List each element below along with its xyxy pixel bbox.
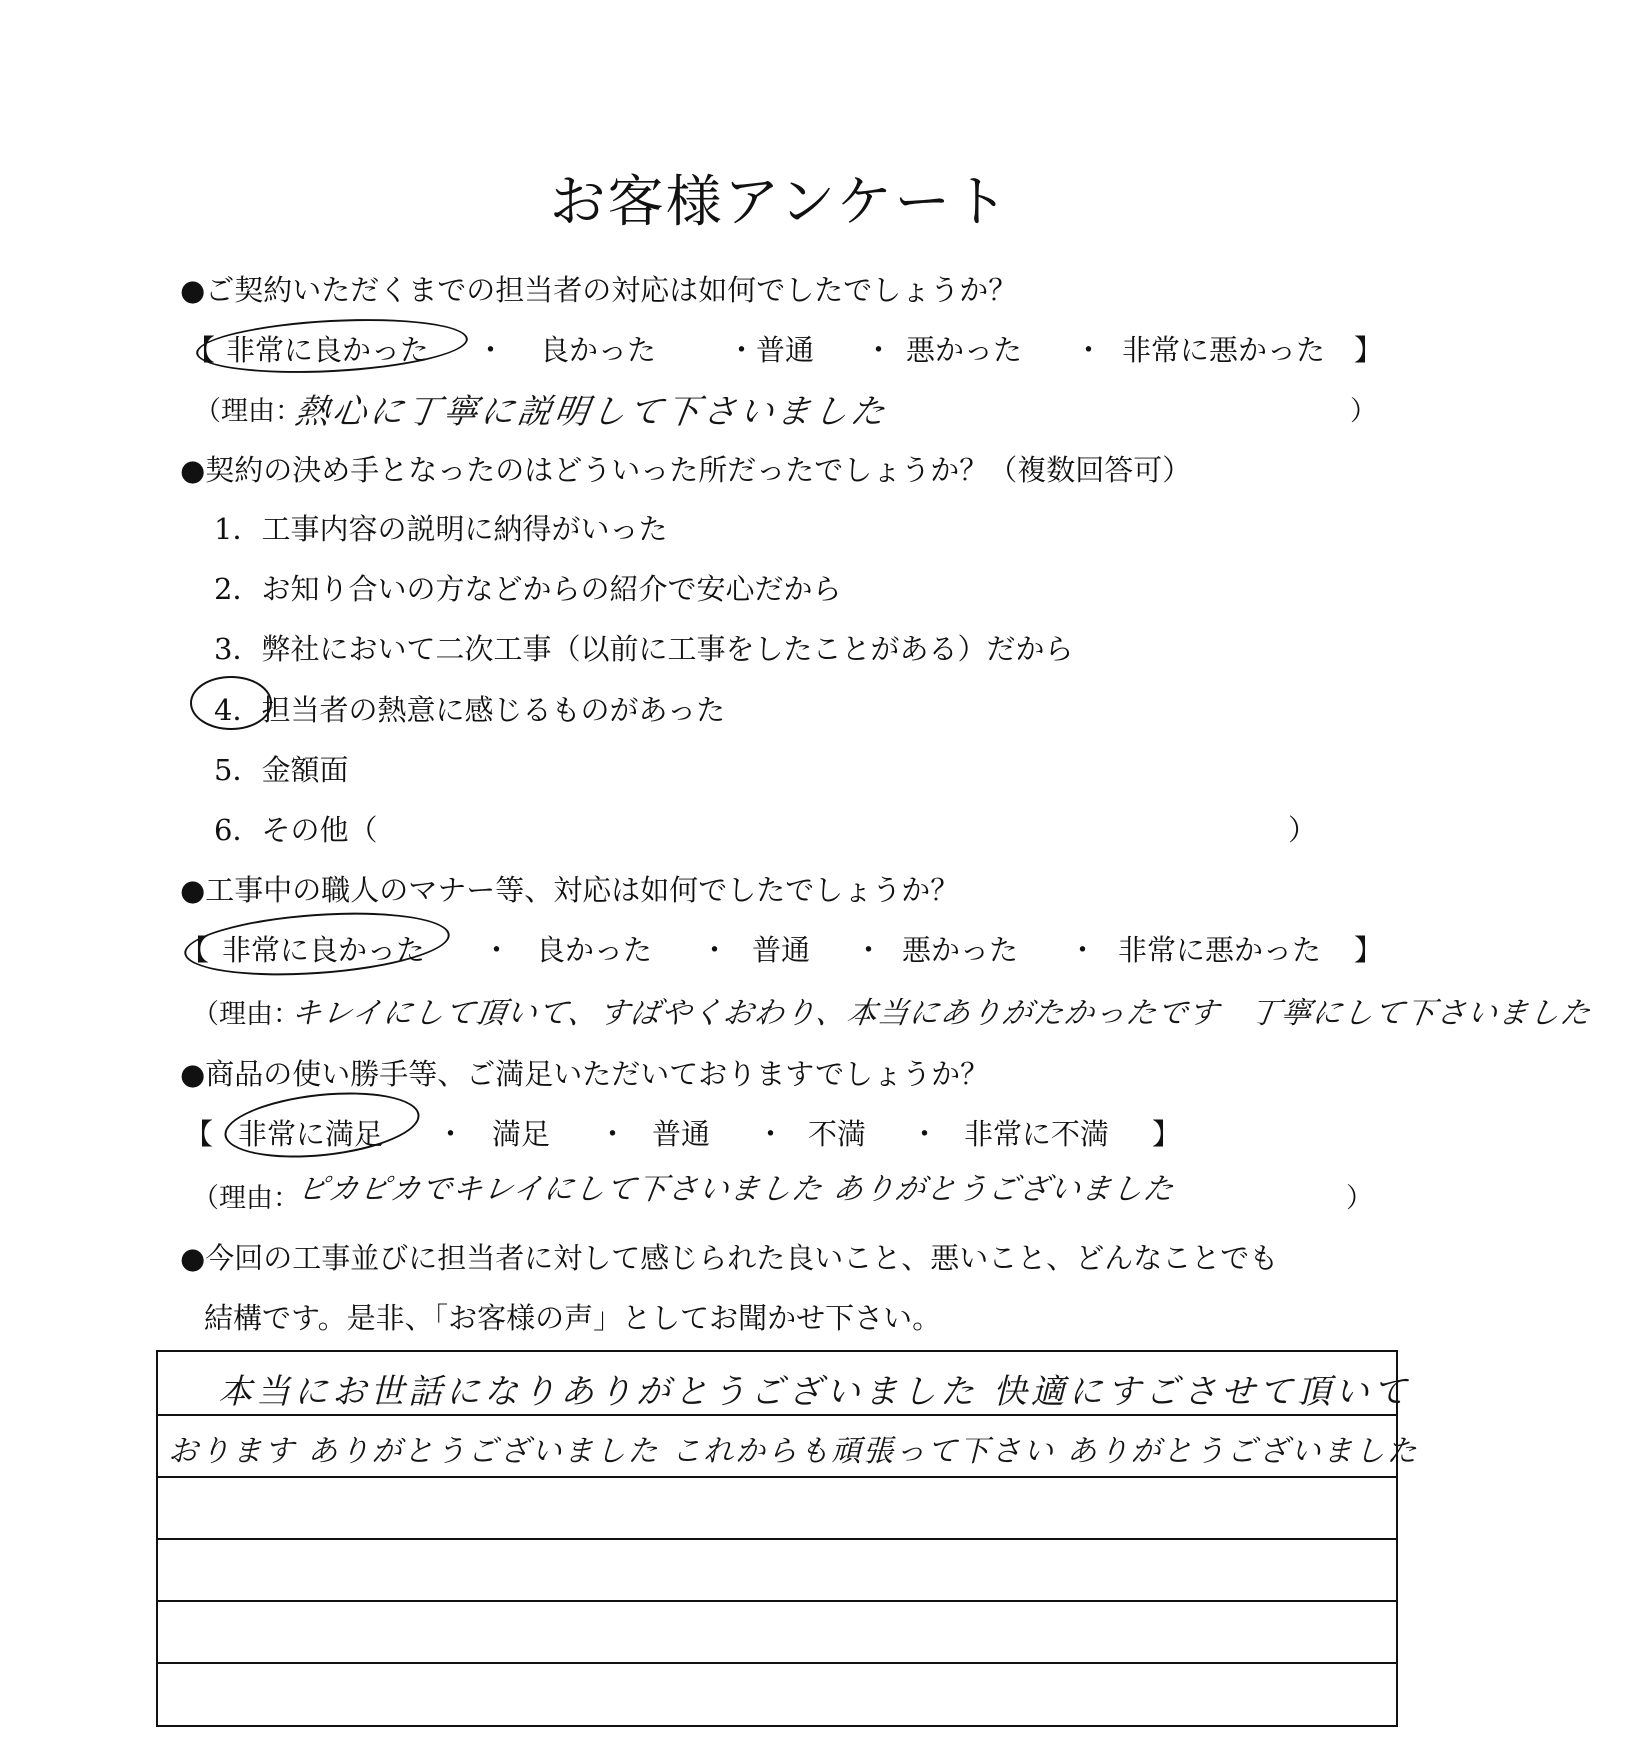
q4-option-satisfied[interactable]: 満足 <box>492 1117 551 1151</box>
separator: ・ <box>864 333 894 367</box>
q1-option-very-good[interactable]: 非常に良かった <box>226 333 430 367</box>
ruled-line <box>158 1662 1396 1664</box>
selection-circle <box>182 905 452 983</box>
q4-reason-label: （理由： <box>192 1183 300 1214</box>
question-5: ●今回の工事並びに担当者に対して感じられた良いこと、悪いこと、どんなことでも <box>180 1241 1279 1275</box>
q1-option-normal[interactable]: 普通 <box>756 333 815 367</box>
separator: ・ <box>1068 933 1098 967</box>
q1-reason-close: ） <box>1350 396 1377 427</box>
question-2: ●契約の決め手となったのはどういった所だったでしょうか？（複数回答可） <box>180 453 1192 487</box>
q2-item-1[interactable] <box>214 507 667 548</box>
q4-option-very-dissatisfied[interactable]: 非常に不満 <box>964 1117 1110 1151</box>
item-text: 弊社において二次工事（以前に工事をしたことがある）だから <box>261 632 1074 666</box>
question-4: ●商品の使い勝手等、ご満足いただいておりますでしょうか？ <box>180 1057 990 1091</box>
q2-item-4[interactable] <box>214 688 725 729</box>
q4-option-very-satisfied[interactable]: 非常に満足 <box>238 1117 384 1151</box>
separator: ・ <box>436 1117 466 1151</box>
q4-reason-handwriting: ピカピカでキレイにして下さいました ありがとうございました <box>295 1172 1177 1207</box>
separator: ・ <box>727 333 757 367</box>
selection-circle <box>221 1084 422 1166</box>
question-3: ●工事中の職人のマナー等、対応は如何でしたでしょうか？ <box>180 873 960 907</box>
item-text: その他（ <box>261 813 378 847</box>
q4-reason-close: ） <box>1346 1183 1373 1214</box>
q1-option-very-bad[interactable]: 非常に悪かった <box>1122 333 1326 367</box>
bracket-open: 【 <box>184 1117 214 1151</box>
selection-circle <box>190 676 272 730</box>
q1-reason-handwriting: 熱心に丁寧に説明して下さいました <box>292 392 891 432</box>
question-5-continued: 結構です。是非、「お客様の声」としてお聞かせ下さい。 <box>204 1301 942 1335</box>
q2-item-2[interactable] <box>214 567 841 608</box>
comment-handwriting-line-2: おります ありがとうございました これからも頑張って下さい ありがとうございました <box>168 1434 1419 1469</box>
item-text: 工事内容の説明に納得がいった <box>261 512 668 546</box>
q1-reason-label: （理由： <box>194 396 302 427</box>
item-text: 金額面 <box>261 753 349 787</box>
q3-option-normal[interactable]: 普通 <box>752 933 811 967</box>
bracket-open: 【 <box>186 333 216 367</box>
q4-option-normal[interactable]: 普通 <box>652 1117 711 1151</box>
item-number: 4． <box>214 693 262 727</box>
q3-reason-label: （理由： <box>192 999 300 1030</box>
q3-option-very-good[interactable]: 非常に良かった <box>222 933 426 967</box>
q3-option-very-bad[interactable]: 非常に悪かった <box>1118 933 1322 967</box>
ruled-line <box>158 1600 1396 1602</box>
bracket-close: 】 <box>1354 333 1384 367</box>
separator: ・ <box>476 333 506 367</box>
question-1: ●ご契約いただくまでの担当者の対応は如何でしたでしょうか？ <box>180 273 1018 307</box>
bracket-close: 】 <box>1354 933 1384 967</box>
item-number: 1． <box>214 512 262 546</box>
q1-option-bad[interactable]: 悪かった <box>906 333 1023 367</box>
ruled-line <box>158 1414 1396 1416</box>
bracket-open: 【 <box>180 933 210 967</box>
item-number: 2． <box>214 572 262 606</box>
free-comment-box[interactable] <box>156 1350 1419 1727</box>
separator: ・ <box>756 1117 786 1151</box>
separator: ・ <box>854 933 884 967</box>
ruled-line <box>158 1476 1396 1478</box>
q3-option-bad[interactable]: 悪かった <box>902 933 1019 967</box>
q3-option-good[interactable]: 良かった <box>536 933 653 967</box>
bracket-close: 】 <box>1152 1117 1182 1151</box>
item-number: 3． <box>214 632 262 666</box>
q2-other-close: ） <box>1288 813 1318 847</box>
q3-reason-handwriting: キレイにして頂いて、すばやくおわり、本当にありがたかったです 丁寧にして下さいました <box>289 996 1594 1031</box>
separator: ・ <box>598 1117 628 1151</box>
q2-item-3[interactable] <box>214 627 1073 668</box>
page-title: お客様アンケート <box>549 170 1011 235</box>
separator: ・ <box>700 933 730 967</box>
separator: ・ <box>1074 333 1104 367</box>
q4-option-dissatisfied[interactable]: 不満 <box>808 1117 867 1151</box>
q2-item-6[interactable] <box>214 808 377 849</box>
item-number: 5． <box>214 753 262 787</box>
separator: ・ <box>482 933 512 967</box>
item-text: お知り合いの方などからの紹介で安心だから <box>261 572 842 606</box>
q2-item-5[interactable] <box>214 748 348 789</box>
q1-option-good[interactable]: 良かった <box>540 333 657 367</box>
item-text: 担当者の熱意に感じるものがあった <box>261 693 726 727</box>
comment-handwriting-line-1: 本当にお世話になりありがとうございました 快適にすごさせて頂いて <box>218 1372 1411 1412</box>
item-number: 6． <box>214 813 262 847</box>
ruled-line <box>158 1538 1396 1540</box>
separator: ・ <box>910 1117 940 1151</box>
selection-circle <box>195 313 469 379</box>
